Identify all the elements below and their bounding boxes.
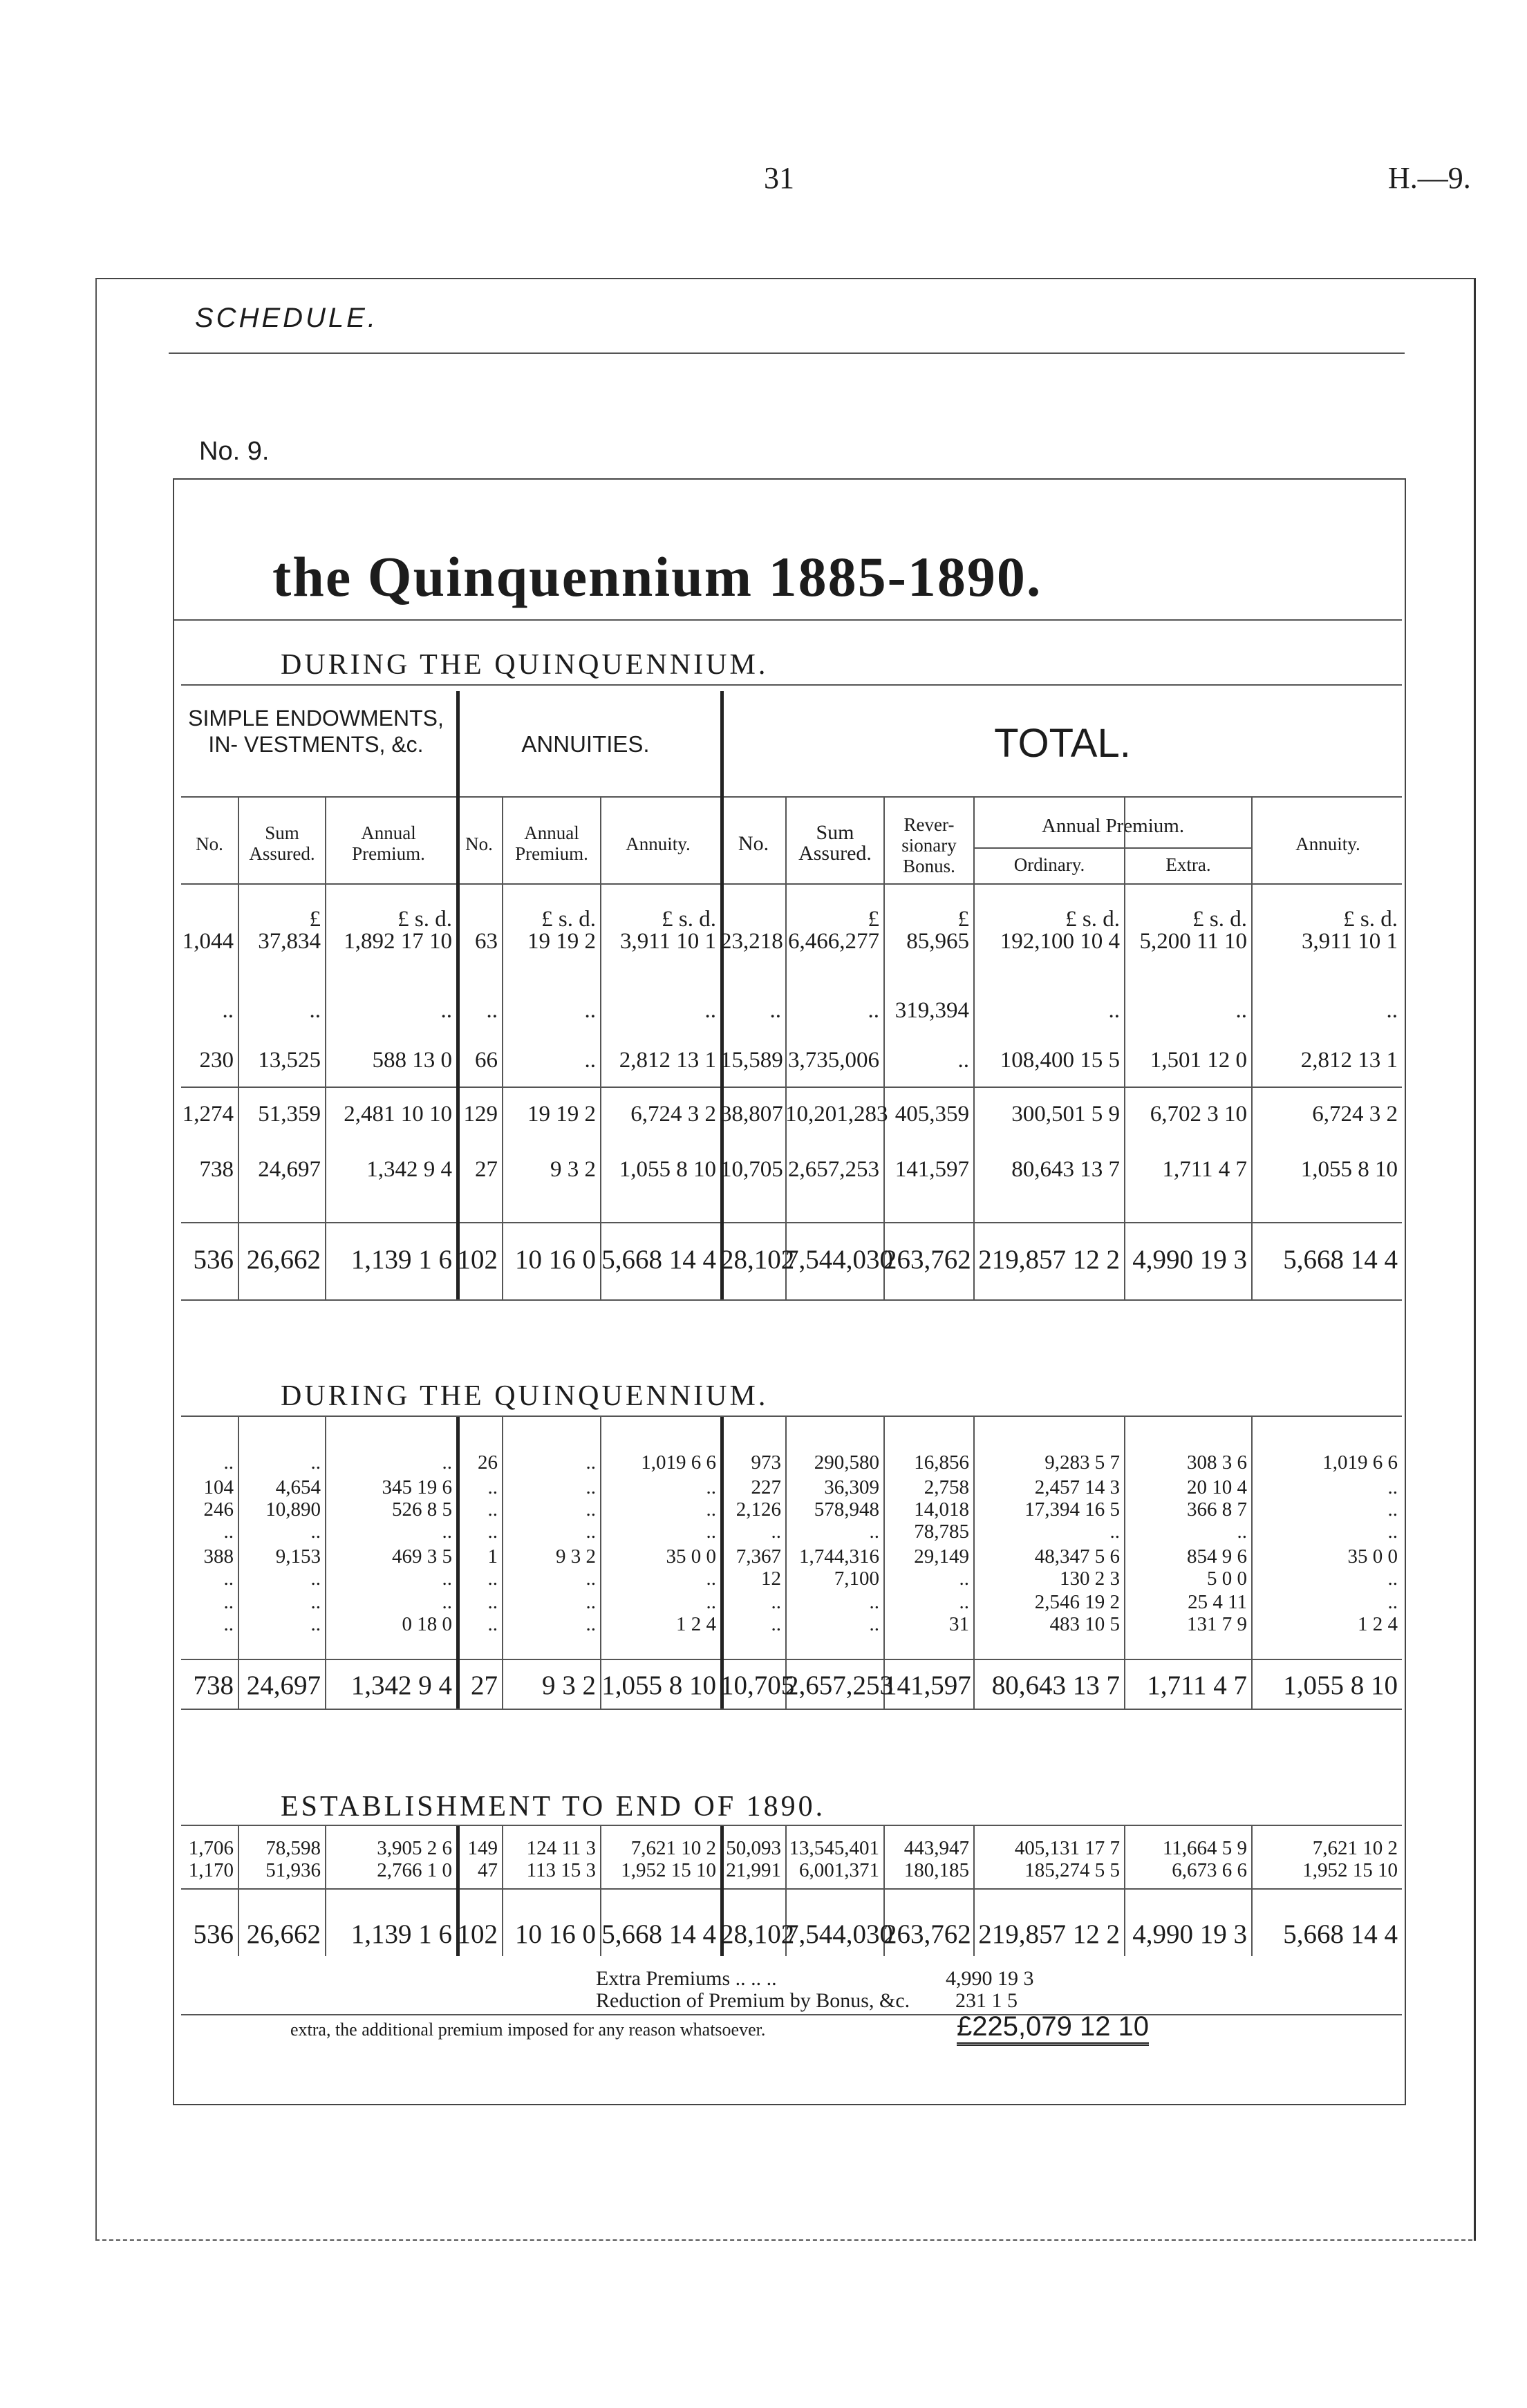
grand-total: £225,079 12 10	[957, 2011, 1149, 2046]
cell: 5,200 11 10	[1139, 929, 1247, 954]
extra-premiums-value: 4,990 19 3	[946, 1967, 1034, 1990]
cell: 1,342 9 4	[350, 1671, 452, 1700]
cell: 290,580	[814, 1451, 879, 1474]
cell: 227	[751, 1476, 781, 1498]
section1-row	[181, 998, 1402, 1024]
cell: ..	[440, 998, 452, 1023]
col-ann-annuity-header: Annuity.	[626, 834, 691, 854]
cell: 1,055 8 10	[601, 1671, 716, 1700]
cell: 5,668 14 4	[601, 1245, 716, 1274]
section3-heading-rule	[181, 1825, 1402, 1826]
cell: 7,100	[834, 1568, 879, 1590]
cell: 0 18 0	[402, 1613, 452, 1635]
frame-bottom-rule	[95, 2239, 1472, 2241]
cell: ..	[310, 1568, 321, 1590]
cell: 588 13 0	[372, 1048, 452, 1073]
cell: ..	[706, 1498, 716, 1521]
cell: ..	[771, 1591, 781, 1613]
cell: 102	[457, 1919, 498, 1949]
unit-label: £ s. d.	[1065, 907, 1120, 932]
cell: 27	[475, 1157, 498, 1182]
cell: 25 4 11	[1188, 1591, 1247, 1613]
cell: 738	[193, 1671, 234, 1700]
footnote: extra, the additional premium imposed for any reason whatsoever.	[290, 2020, 766, 2040]
cell: 219,857 12 2	[978, 1919, 1120, 1949]
cell: 2,812 13 1	[619, 1048, 716, 1073]
schedule-number: No. 9.	[199, 437, 270, 466]
cell: 24,697	[246, 1671, 321, 1700]
cell: ..	[310, 1613, 321, 1635]
cell: ..	[1386, 998, 1398, 1023]
cell: 23,218	[720, 929, 783, 954]
cell: 5,668 14 4	[1283, 1245, 1398, 1274]
cell: 26,662	[246, 1245, 321, 1274]
cell: 13,525	[258, 1048, 321, 1073]
cell: 2,812 13 1	[1300, 1048, 1398, 1073]
cell: 7,544,030	[785, 1919, 893, 1949]
cell: 1,952 15 10	[1302, 1859, 1398, 1881]
cell: ..	[769, 998, 781, 1023]
col-total-premium-header: Annual Premium.	[1041, 815, 1185, 837]
section1-row	[181, 1102, 1402, 1127]
cell: 85,965	[906, 929, 969, 954]
total-group-header: TOTAL.	[994, 721, 1131, 766]
cell: 6,724 3 2	[630, 1102, 716, 1127]
cell: ..	[1235, 998, 1247, 1023]
section1-heading-rule	[181, 684, 1402, 686]
cell: 263,762	[883, 1919, 971, 1949]
cell: ..	[442, 1568, 452, 1590]
cell: 5 0 0	[1207, 1568, 1247, 1590]
cell: 124 11 3	[526, 1837, 596, 1859]
cell: 1,170	[188, 1859, 234, 1881]
cell: 1,019 6 6	[641, 1451, 716, 1474]
group-rule	[456, 691, 460, 796]
cell: ..	[706, 1591, 716, 1613]
cell: 20 10 4	[1187, 1476, 1247, 1498]
reduction-value: 231 1 5	[955, 1989, 1018, 2012]
section1-row	[181, 929, 1402, 954]
cell: 26	[478, 1451, 498, 1474]
cell: 1,055 8 10	[1300, 1157, 1398, 1182]
section2-row	[181, 1521, 1402, 1543]
section2-heading-rule	[181, 1415, 1402, 1417]
cell: ..	[1387, 1591, 1398, 1613]
cell: 1,711 4 7	[1147, 1671, 1247, 1700]
cell: 50,093	[726, 1837, 781, 1859]
cell: ..	[486, 998, 498, 1023]
col-total-no-header: No.	[738, 832, 769, 855]
footnote-rule	[181, 2014, 1402, 2015]
cell: 17,394 16 5	[1024, 1498, 1120, 1521]
section3-mid-rule	[181, 1888, 1402, 1890]
cell: 300,501 5 9	[1011, 1102, 1120, 1127]
cell: 141,597	[894, 1157, 969, 1182]
cell: 31	[949, 1613, 969, 1635]
cell: ..	[706, 1568, 716, 1590]
col-total-sum-header: Sum Assured.	[798, 821, 872, 865]
cell: 48,347 5 6	[1034, 1545, 1120, 1568]
page-title: the Quinquennium 1885-1890.	[272, 545, 1042, 608]
cell: 35 0 0	[1347, 1545, 1398, 1568]
cell: 6,466,277	[788, 929, 879, 954]
unit-label: £ s. d.	[662, 907, 716, 932]
cell: 36,309	[824, 1476, 879, 1498]
section2-total-top-rule	[181, 1659, 1402, 1660]
cell: 3,911 10 1	[619, 929, 716, 954]
cell: ..	[1387, 1568, 1398, 1590]
cell: 345 19 6	[382, 1476, 452, 1498]
cell: 63	[475, 929, 498, 954]
cell: 141,597	[883, 1671, 971, 1700]
cell: 29,149	[914, 1545, 969, 1568]
cell: 9,153	[275, 1545, 321, 1568]
cell: 35 0 0	[666, 1545, 716, 1568]
cell: 4,990 19 3	[1132, 1245, 1247, 1274]
cell: 11,664 5 9	[1162, 1837, 1247, 1859]
cell: 21,991	[726, 1859, 781, 1881]
cell: 2,657,253	[785, 1671, 893, 1700]
col-ordinary-header: Ordinary.	[1013, 854, 1085, 875]
group-rule	[720, 691, 724, 796]
cell: 9,283 5 7	[1044, 1451, 1120, 1474]
cell: 185,274 5 5	[1024, 1859, 1120, 1881]
cell: ..	[309, 998, 321, 1023]
cell: 2,481 10 10	[344, 1102, 452, 1127]
section3-total-row	[181, 1919, 1402, 1950]
cell: 7,367	[736, 1545, 781, 1568]
reduction-label: Reduction of Premium by Bonus, &c.	[596, 1989, 910, 2012]
cell: 6,001,371	[799, 1859, 879, 1881]
cell: 15,589	[720, 1048, 783, 1073]
cell: 308 3 6	[1187, 1451, 1247, 1474]
cell: ..	[704, 998, 716, 1023]
schedule-label: SCHEDULE.	[195, 303, 378, 333]
cell: ..	[585, 1451, 596, 1474]
cell: 483 10 5	[1049, 1613, 1120, 1635]
cell: 1,744,316	[799, 1545, 879, 1568]
cell: 1,274	[182, 1102, 234, 1127]
section2-row	[181, 1613, 1402, 1636]
cell: 129	[463, 1102, 498, 1127]
cell: 10,890	[265, 1498, 321, 1521]
cell: 78,785	[914, 1521, 969, 1543]
cell: 3,905 2 6	[377, 1837, 452, 1859]
section1-row	[181, 1244, 1402, 1275]
col-bonus-header: Rever- sionary Bonus.	[901, 814, 957, 876]
col-total-annuity-header: Annuity.	[1295, 834, 1360, 854]
cell: 246	[203, 1498, 234, 1521]
cell: 1,952 15 10	[621, 1859, 716, 1881]
cell: ..	[868, 998, 879, 1023]
group-header-rule	[181, 796, 1402, 798]
cell: 3,735,006	[788, 1048, 879, 1073]
cell: 14,018	[914, 1498, 969, 1521]
cell: 366 8 7	[1187, 1498, 1247, 1521]
col-ann-premium-header: Annual Premium.	[515, 822, 588, 864]
cell: 230	[199, 1048, 234, 1073]
cell: 1,139 1 6	[350, 1245, 452, 1274]
section2-row	[181, 1545, 1402, 1568]
section1-row	[181, 1157, 1402, 1183]
cell: ..	[223, 1521, 234, 1543]
page-number: 31	[764, 161, 794, 195]
cell: 536	[193, 1919, 234, 1949]
cell: 6,724 3 2	[1312, 1102, 1398, 1127]
cell: 2,758	[924, 1476, 969, 1498]
cell: 10,705	[720, 1671, 795, 1700]
cell: 10 16 0	[515, 1245, 596, 1274]
cell: 38,807	[720, 1102, 783, 1127]
cell: 4,654	[275, 1476, 321, 1498]
cell: ..	[487, 1521, 498, 1543]
section2-row	[181, 1476, 1402, 1499]
cell: 131 7 9	[1187, 1613, 1247, 1635]
unit-label: £ s. d.	[541, 907, 596, 932]
cell: 13,545,401	[789, 1837, 879, 1859]
cell: ..	[223, 1451, 234, 1474]
cell: ..	[585, 1568, 596, 1590]
cell: 219,857 12 2	[978, 1245, 1120, 1274]
cell: 104	[203, 1476, 234, 1498]
cell: 37,834	[258, 929, 321, 954]
cell: 16,856	[914, 1451, 969, 1474]
unit-label: £	[868, 907, 879, 932]
cell: ..	[1387, 1521, 1398, 1543]
cell: 9 3 2	[550, 1157, 596, 1182]
section2-row	[181, 1591, 1402, 1614]
cell: 1 2 4	[1358, 1613, 1398, 1635]
cell: 19 19 2	[527, 1102, 596, 1127]
cell: ..	[1237, 1521, 1247, 1543]
cell: ..	[310, 1451, 321, 1474]
cell: ..	[869, 1521, 879, 1543]
cell: ..	[487, 1568, 498, 1590]
col-endow-sum-header: Sum Assured.	[249, 822, 315, 864]
premium-subheader-rule	[975, 847, 1251, 849]
cell: 24,697	[258, 1157, 321, 1182]
cell: 51,936	[265, 1859, 321, 1881]
cell: ..	[223, 1591, 234, 1613]
cell: 319,394	[894, 998, 969, 1023]
cell: ..	[223, 1613, 234, 1635]
cell: 27	[471, 1671, 498, 1700]
cell: 1 2 4	[676, 1613, 716, 1635]
cell: 9 3 2	[542, 1671, 596, 1700]
cell: 578,948	[814, 1498, 879, 1521]
cell: 26,662	[246, 1919, 321, 1949]
cell: 130 2 3	[1060, 1568, 1120, 1590]
cell: ..	[487, 1476, 498, 1498]
cell: 108,400 15 5	[1000, 1048, 1120, 1073]
cell: 113 15 3	[526, 1859, 596, 1881]
section2-row	[181, 1451, 1402, 1474]
cell: ..	[442, 1591, 452, 1613]
cell: ..	[1387, 1498, 1398, 1521]
cell: 47	[478, 1859, 498, 1881]
section2-row	[181, 1498, 1402, 1521]
section2-total-bottom-rule	[181, 1709, 1402, 1710]
cell: 192,100 10 4	[1000, 929, 1120, 954]
cell: ..	[959, 1591, 969, 1613]
section2-row	[181, 1568, 1402, 1590]
cell: 10,705	[720, 1157, 783, 1182]
cell: 28,102	[720, 1919, 795, 1949]
cell: ..	[585, 1613, 596, 1635]
cell: 1,342 9 4	[366, 1157, 452, 1182]
cell: ..	[223, 1568, 234, 1590]
cell: 1,501 12 0	[1150, 1048, 1247, 1073]
cell: ..	[706, 1521, 716, 1543]
cell: 51,359	[258, 1102, 321, 1127]
cell: 28,102	[720, 1245, 795, 1274]
cell: 536	[193, 1245, 234, 1274]
cell: 405,131 17 7	[1014, 1837, 1120, 1859]
cell: 1	[487, 1545, 498, 1568]
unit-label: £ s. d.	[1192, 907, 1247, 932]
cell: 180,185	[903, 1859, 969, 1881]
cell: 1,139 1 6	[350, 1919, 452, 1949]
cell: 80,643 13 7	[1011, 1157, 1120, 1182]
cell: ..	[487, 1613, 498, 1635]
cell: ..	[957, 1048, 969, 1073]
cell: 388	[203, 1545, 234, 1568]
section1-row	[181, 1048, 1402, 1073]
schedule-rule	[169, 352, 1405, 354]
section2-total-row	[181, 1670, 1402, 1701]
unit-label: £	[309, 907, 321, 932]
cell: 66	[475, 1048, 498, 1073]
cell: 405,359	[894, 1102, 969, 1127]
unit-label: £ s. d.	[397, 907, 452, 932]
section1-mid-rule	[181, 1087, 1402, 1088]
cell: 5,668 14 4	[601, 1919, 716, 1949]
cell: 4,990 19 3	[1132, 1919, 1247, 1949]
unit-label: £	[957, 907, 969, 932]
cell: ..	[584, 998, 596, 1023]
section2-heading: DURING THE QUINQUENNIUM.	[281, 1380, 769, 1412]
section1-heading: DURING THE QUINQUENNIUM.	[281, 649, 769, 681]
cell: ..	[222, 998, 234, 1023]
cell: 854 9 6	[1187, 1545, 1247, 1568]
cell: ..	[585, 1591, 596, 1613]
cell: ..	[310, 1591, 321, 1613]
cell: 738	[199, 1157, 234, 1182]
cell: 469 3 5	[392, 1545, 452, 1568]
cell: 5,668 14 4	[1283, 1919, 1398, 1949]
cell: 1,055 8 10	[1283, 1671, 1398, 1700]
cell: ..	[487, 1591, 498, 1613]
document-reference: H.—9.	[1388, 161, 1471, 195]
title-rule	[174, 619, 1402, 621]
cell: 102	[457, 1245, 498, 1274]
cell: 1,711 4 7	[1162, 1157, 1247, 1182]
cell: ..	[585, 1498, 596, 1521]
col-endow-no-header: No.	[196, 834, 223, 854]
cell: ..	[1387, 1476, 1398, 1498]
cell: 1,892 17 10	[344, 929, 452, 954]
cell: ..	[442, 1521, 452, 1543]
cell: 2,126	[736, 1498, 781, 1521]
cell: 6,673 6 6	[1172, 1859, 1247, 1881]
cell: 7,544,030	[785, 1245, 893, 1274]
col-extra-header: Extra.	[1165, 854, 1211, 875]
cell: ..	[869, 1591, 879, 1613]
section3-row	[181, 1837, 1402, 1860]
cell: 19 19 2	[527, 929, 596, 954]
cell: ..	[869, 1613, 879, 1635]
cell: 6,702 3 10	[1150, 1102, 1247, 1127]
section3-row	[181, 1859, 1402, 1882]
column-header-rule	[181, 883, 1402, 885]
cell: 12	[761, 1568, 781, 1590]
unit-label: £ s. d.	[1343, 907, 1398, 932]
cell: 973	[751, 1451, 781, 1474]
cell: 10 16 0	[515, 1919, 596, 1949]
cell: ..	[771, 1521, 781, 1543]
cell: 263,762	[883, 1245, 971, 1274]
cell: ..	[585, 1476, 596, 1498]
cell: 2,457 14 3	[1034, 1476, 1120, 1498]
cell: ..	[585, 1521, 596, 1543]
cell: 9 3 2	[556, 1545, 596, 1568]
cell: 2,657,253	[788, 1157, 879, 1182]
cell: ..	[584, 1048, 596, 1073]
cell: 10,201,283	[785, 1102, 888, 1127]
cell: ..	[959, 1568, 969, 1590]
cell: 80,643 13 7	[991, 1671, 1120, 1700]
cell: 443,947	[903, 1837, 969, 1859]
cell: ..	[310, 1521, 321, 1543]
cell: 149	[467, 1837, 498, 1859]
cell: 78,598	[265, 1837, 321, 1859]
cell: 1,706	[188, 1837, 234, 1859]
cell: 7,621 10 2	[630, 1837, 716, 1859]
endowments-group-header: SIMPLE ENDOWMENTS, IN- VESTMENTS, &c.	[188, 706, 444, 757]
col-endow-premium-header: Annual Premium.	[352, 822, 425, 864]
cell: ..	[487, 1498, 498, 1521]
cell: ..	[1109, 1521, 1120, 1543]
cell: 3,911 10 1	[1301, 929, 1398, 954]
cell: 1,055 8 10	[619, 1157, 716, 1182]
cell: ..	[1108, 998, 1120, 1023]
cell: ..	[442, 1451, 452, 1474]
cell: ..	[771, 1613, 781, 1635]
cell: 526 8 5	[392, 1498, 452, 1521]
annuities-group-header: ANNUITIES.	[521, 731, 650, 757]
cell: 2,546 19 2	[1034, 1591, 1120, 1613]
section1-bottom-rule	[181, 1299, 1402, 1301]
extra-premiums-label: Extra Premiums .. .. ..	[596, 1967, 777, 1990]
cell: 1,044	[182, 929, 234, 954]
section1-pre-total-rule	[181, 1222, 1402, 1223]
cell: 7,621 10 2	[1312, 1837, 1398, 1859]
cell: 2,766 1 0	[377, 1859, 452, 1881]
col-ann-no-header: No.	[465, 834, 493, 854]
section3-heading: ESTABLISHMENT TO END OF 1890.	[281, 1791, 826, 1823]
cell: ..	[706, 1476, 716, 1498]
cell: 1,019 6 6	[1322, 1451, 1398, 1474]
